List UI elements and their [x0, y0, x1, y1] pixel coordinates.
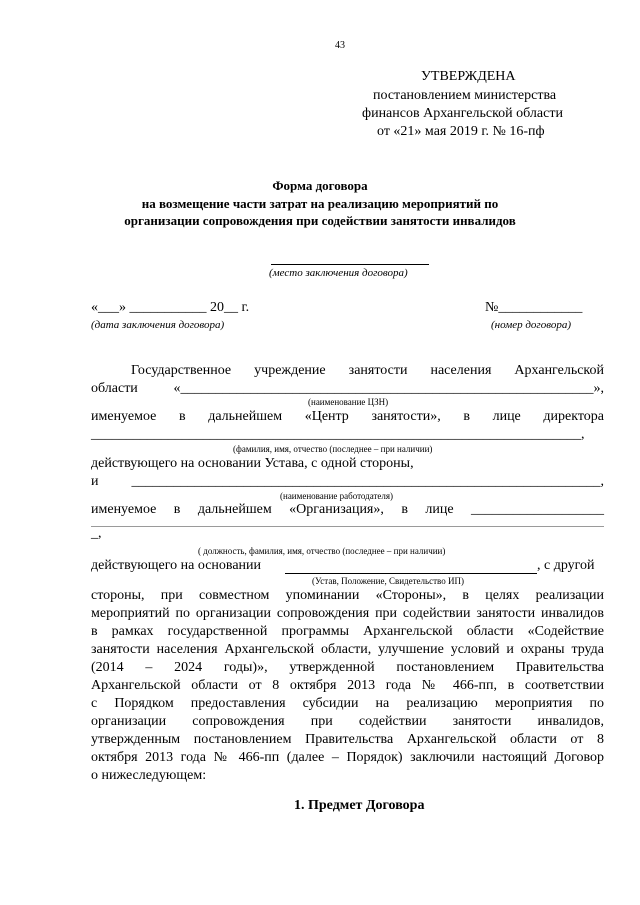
body-line: Государственное учреждение занятости населения Архангельской [131, 363, 604, 378]
date-caption: (дата заключения договора) [91, 319, 225, 331]
body-line: октября 2013 года № 466-пп (далее – Порядок) заключили настоящий Договор [91, 750, 604, 765]
page-number: 43 [335, 40, 345, 51]
body-line: в рамках государственной программы Архангельской области «Содействие [91, 624, 604, 639]
body-tail: _, [91, 526, 102, 541]
body-line: именуемое в дальнейшем «Организация», в лице ___________________ [91, 502, 604, 517]
contract-date: «___» ___________ 20__ г. [91, 300, 250, 315]
section-heading: 1. Предмет Договора [294, 798, 425, 813]
body-line: Архангельской области от 8 октября 2013 года № 466-пп, в соответствии [91, 678, 604, 693]
place-caption: (место заключения договора) [269, 267, 408, 279]
number-caption: (номер договора) [491, 319, 572, 331]
caption-fio: (фамилия, имя, отчество (последнее – при наличии) [233, 444, 433, 454]
body-line: именуемое в дальнейшем «Центр занятости», в лице директора [91, 409, 604, 424]
approval-title: УТВЕРЖДЕНА [421, 69, 516, 84]
caption-position: ( должность, фамилия, имя, отчество (последнее – при наличии) [198, 546, 446, 556]
position-line [91, 526, 604, 527]
caption-czn: (наименование ЦЗН) [308, 397, 389, 407]
approval-line-2: финансов Архангельской области [362, 106, 563, 121]
form-title-line-1: Форма договора [272, 178, 368, 193]
contract-number: №____________ [485, 300, 583, 315]
body-line: , с другой [537, 558, 595, 573]
body-line: действующего на основании Устава, с одной стороны, [91, 456, 414, 471]
body-line: и ___________________________________________________________________, [91, 474, 604, 489]
body-line: утвержденным постановлением Правительства Архангельской области от 8 [91, 732, 604, 747]
body-line: действующего на основании [91, 558, 262, 573]
body-line: ______________________________________________________________________, [91, 427, 585, 442]
basis-line [285, 573, 537, 574]
approval-line-3: от «21» мая 2019 г. № 16-пф [377, 124, 545, 139]
form-title-line-2: на возмещение части затрат на реализацию мероприятий по [141, 196, 499, 211]
form-title-line-3: организации сопровождения при содействии занятости инвалидов [124, 213, 516, 228]
caption-employer: (наименование работодателя) [280, 491, 394, 501]
body-line: организации сопровождения при содействии занятости инвалидов, [91, 714, 604, 729]
place-line [271, 264, 429, 265]
body-line: с Порядком предоставления субсидии на реализацию мероприятия по [91, 696, 604, 711]
body-line: (2014 – 2024 годы)», утвержденной постановлением Правительства [91, 660, 604, 675]
caption-basis: (Устав, Положение, Свидетельство ИП) [312, 576, 464, 586]
approval-line-1: постановлением министерства [373, 88, 557, 103]
body-line: области «___________________________________________________________», [91, 381, 604, 396]
body-line: занятости населения Архангельской области, улучшение условий и охраны труда [91, 642, 604, 657]
body-line: мероприятий по организации сопровождения при содействии занятости инвалидов [91, 606, 604, 621]
body-line: стороны, при совместном упоминании «Стороны», в целях реализации [91, 588, 604, 603]
body-line: о нижеследующем: [91, 768, 207, 783]
